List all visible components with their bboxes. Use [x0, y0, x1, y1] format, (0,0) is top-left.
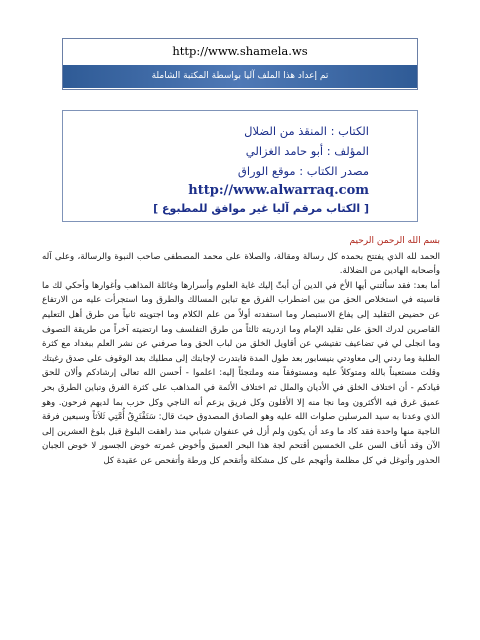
author-name: أبو حامد الغزالي	[245, 144, 324, 158]
book-info-rows	[79, 121, 369, 217]
source-name: موقع الوراق	[237, 164, 296, 178]
author-row	[79, 141, 369, 161]
paragraph-intro: الحمد لله الذي يفتتح بحمده كل رسالة ومقالة، والصلاة على محمد المصطفى صاحب النبوة والرسالة، وعلى آله وأصحابه الهادين من الضلالة.	[42, 251, 440, 277]
basmala: بسم الله الرحمن الرحيم	[349, 236, 440, 246]
shamela-url[interactable]: http://www.shamela.ws	[63, 39, 417, 63]
numbering-note: [ الكتاب مرقم آليا غير موافق للمطبوع ]	[153, 202, 369, 215]
book-title-row	[79, 121, 369, 141]
book-content	[42, 234, 440, 469]
source-label: مصدر الكتاب :	[299, 164, 369, 178]
book-title: المنقذ من الضلال	[244, 124, 327, 138]
shamela-header	[62, 38, 418, 90]
paragraph-main: أما بعد: فقد سألتني أيها الأخ في الدين أن أبثّ إليك غاية العلوم وأسرارها وغائلة المذاهب وأغوارها وأحكي لك ما قاسيته في استخلاص الحق من بين اضطراب الفرق مع تباين المسالك والطرق وما استجرأت عليه من الارتفاع عن حضيض التقليد إلى يفاع الاستبصار وما استفدته أولاً من علم الكلام وما اجتويته ثانياً من طرق أهل التعليم القاصرين لدرك الحق على تقليد الإمام وما ازدريته ثالثاً من طرق التفلسف وما ارتضيته آخراً من طريقة التصوف وما انجلى لي في تضاعيف تفتيشي عن أقاويل الخلق من لباب الحق وما صرفني عن نشر العلم ببغداد مع كثرة الطلبة وما ردني إلى معاودتي بنيسابور بعد طول المدة فابتدرت لإجابتك إلى مطلبك بعد الوقوف على صدق رغبتك وقلت مستعيناً بالله ومتوكلاً عليه ومستوفقاً منه وملتجئاً إليه: اعلموا - أحسن الله تعالى إرشادكم وألان للحق قيادكم - أن اختلاف الخلق في الأديان والملل ثم اختلاف الأئمة في المذاهب على كثرة الفرق وتباين الطرق بحر عميق غرق فيه الأكثرون وما نجا منه إلا الأقلون وكل فريق يزعم أنه الناجي وكل حزب بما لديهم فرحون. وهو الذي وعدنا به سيد المرسلين صلوات الله عليه وهو الصادق المصدوق حيث قال: سَتَفْتَرِقُ أُمَّتِي ثَلاَثاً وسبعين فرقة الناجية منها واحدة فقد كاد ما وعد أن يكون ولم أزل في عنفوان شبابي منذ راهقت البلوغ قبل بلوغ العشرين إلى الآن وقد أناف السن على الخمسين أقتحم لجة هذا البحر العميق وأخوض غمرته خوض الجسور لا خوض الجبان الحذور وأتوغل في كل مظلمة وأتهجم على كل مشكلة وأتقحم كل ورطة وأتفحص عن عقيدة كل	[42, 280, 440, 466]
generated-by-banner: تم إعداد هذا الملف آليا بواسطة المكتبة الشاملة	[63, 65, 417, 88]
author-label: المؤلف :	[326, 144, 369, 158]
source-row	[79, 161, 369, 181]
book-info-box	[62, 110, 418, 222]
source-url[interactable]: http://www.alwarraq.com	[188, 183, 369, 198]
book-label: الكتاب :	[330, 124, 369, 138]
